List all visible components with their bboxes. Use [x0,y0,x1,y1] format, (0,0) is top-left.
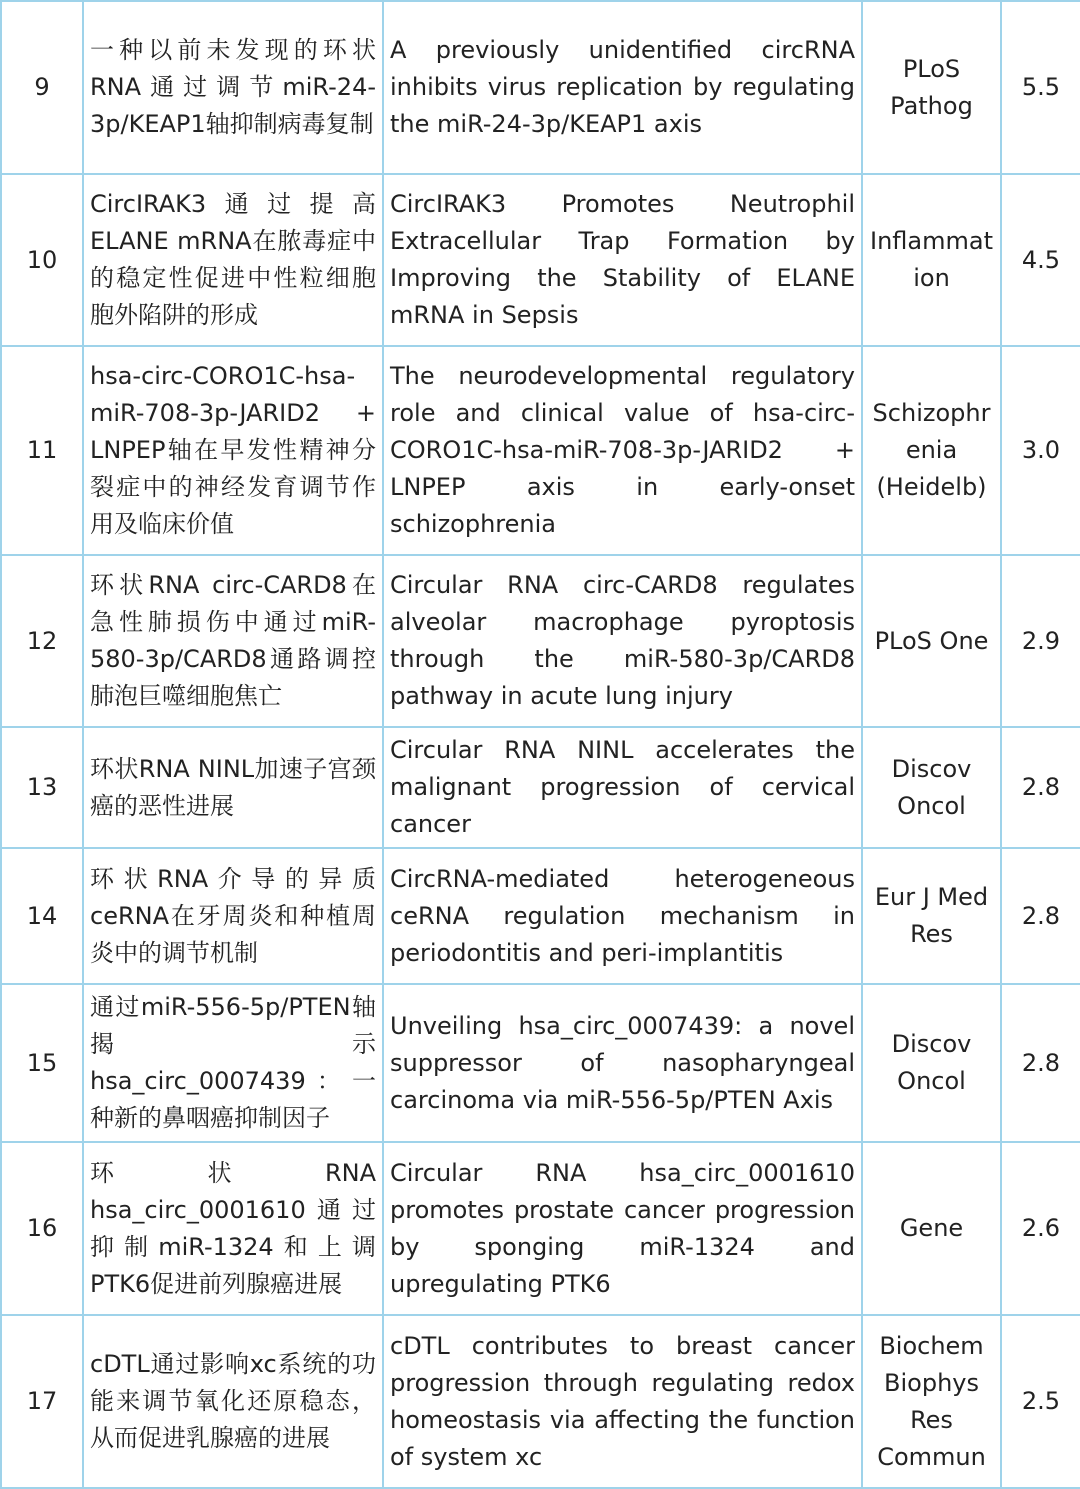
journal-name: Schizophrenia (Heidelb) [862,346,1001,555]
journal-name: Eur J Med Res [862,848,1001,984]
table-row [1,848,1080,984]
row-number: 12 [1,555,83,727]
table-row [1,984,1080,1142]
journal-name: Discov Oncol [862,727,1001,848]
journal-name: Discov Oncol [862,984,1001,1142]
journal-name: PLoS Pathog [862,1,1001,174]
table-row [1,727,1080,848]
title-chinese: cDTL通过影响xc系统的功能来调节氧化还原稳态，从而促进乳腺癌的进展 [83,1315,383,1488]
title-english: CircRNA-mediated heterogeneous ceRNA regulation mechanism in periodontitis and peri-implantitis [383,848,862,984]
title-chinese: 环状RNA NINL加速子宫颈癌的恶性进展 [83,727,383,848]
title-english: Circular RNA NINL accelerates the malignant progression of cervical cancer [383,727,862,848]
table-row [1,1315,1080,1488]
journal-name: Biochem Biophys Res Commun [862,1315,1001,1488]
row-number: 11 [1,346,83,555]
row-number: 14 [1,848,83,984]
impact-factor: 2.9 [1001,555,1080,727]
title-chinese: CircIRAK3通过提高ELANE mRNA在脓毒症中的稳定性促进中性粒细胞胞外陷阱的形成 [83,174,383,346]
journal-name: PLoS One [862,555,1001,727]
title-english: CircIRAK3 Promotes Neutrophil Extracellular Trap Formation by Improving the Stability of ELANE mRNA in Sepsis [383,174,862,346]
table-row [1,555,1080,727]
impact-factor: 2.6 [1001,1142,1080,1315]
row-number: 17 [1,1315,83,1488]
title-chinese: 环状RNA hsa_circ_0001610通过抑制miR-1324和上调PTK6促进前列腺癌进展 [83,1142,383,1315]
title-english: Circular RNA circ-CARD8 regulates alveolar macrophage pyroptosis through the miR-580-3p/CARD8 pathway in acute lung injury [383,555,862,727]
impact-factor: 2.8 [1001,984,1080,1142]
journal-name: Gene [862,1142,1001,1315]
title-chinese: 一种以前未发现的环状RNA通过调节miR-24-3p/KEAP1轴抑制病毒复制 [83,1,383,174]
impact-factor: 4.5 [1001,174,1080,346]
table-row [1,174,1080,346]
title-chinese: 环状RNA circ-CARD8在急性肺损伤中通过miR-580-3p/CARD8通路调控肺泡巨噬细胞焦亡 [83,555,383,727]
impact-factor: 3.0 [1001,346,1080,555]
impact-factor: 2.5 [1001,1315,1080,1488]
title-english: cDTL contributes to breast cancer progression through regulating redox homeostasis via affecting the function of system xc [383,1315,862,1488]
table-row [1,1,1080,174]
journal-name: Inflammation [862,174,1001,346]
row-number: 13 [1,727,83,848]
table-row [1,1142,1080,1315]
row-number: 10 [1,174,83,346]
impact-factor: 5.5 [1001,1,1080,174]
impact-factor: 2.8 [1001,727,1080,848]
title-english: A previously unidentified circRNA inhibits virus replication by regulating the miR-24-3p/KEAP1 axis [383,1,862,174]
row-number: 15 [1,984,83,1142]
title-english: Circular RNA hsa_circ_0001610 promotes prostate cancer progression by sponging miR-1324 and upregulating PTK6 [383,1142,862,1315]
table-row [1,346,1080,555]
row-number: 9 [1,1,83,174]
title-english: The neurodevelopmental regulatory role and clinical value of hsa-circ-CORO1C-hsa-miR-708-3p-JARID2 + LNPEP axis in early-onset schizophrenia [383,346,862,555]
row-number: 16 [1,1142,83,1315]
title-chinese: hsa-circ-CORO1C-hsa-miR-708-3p-JARID2 + LNPEP轴在早发性精神分裂症中的神经发育调节作用及临床价值 [83,346,383,555]
title-chinese: 通过miR-556-5p/PTEN轴揭示hsa_circ_0007439：一种新的鼻咽癌抑制因子 [83,984,383,1142]
title-english: Unveiling hsa_circ_0007439: a novel suppressor of nasopharyngeal carcinoma via miR-556-5p/PTEN Axis [383,984,862,1142]
impact-factor: 2.8 [1001,848,1080,984]
title-chinese: 环状RNA介导的异质ceRNA在牙周炎和种植周炎中的调节机制 [83,848,383,984]
